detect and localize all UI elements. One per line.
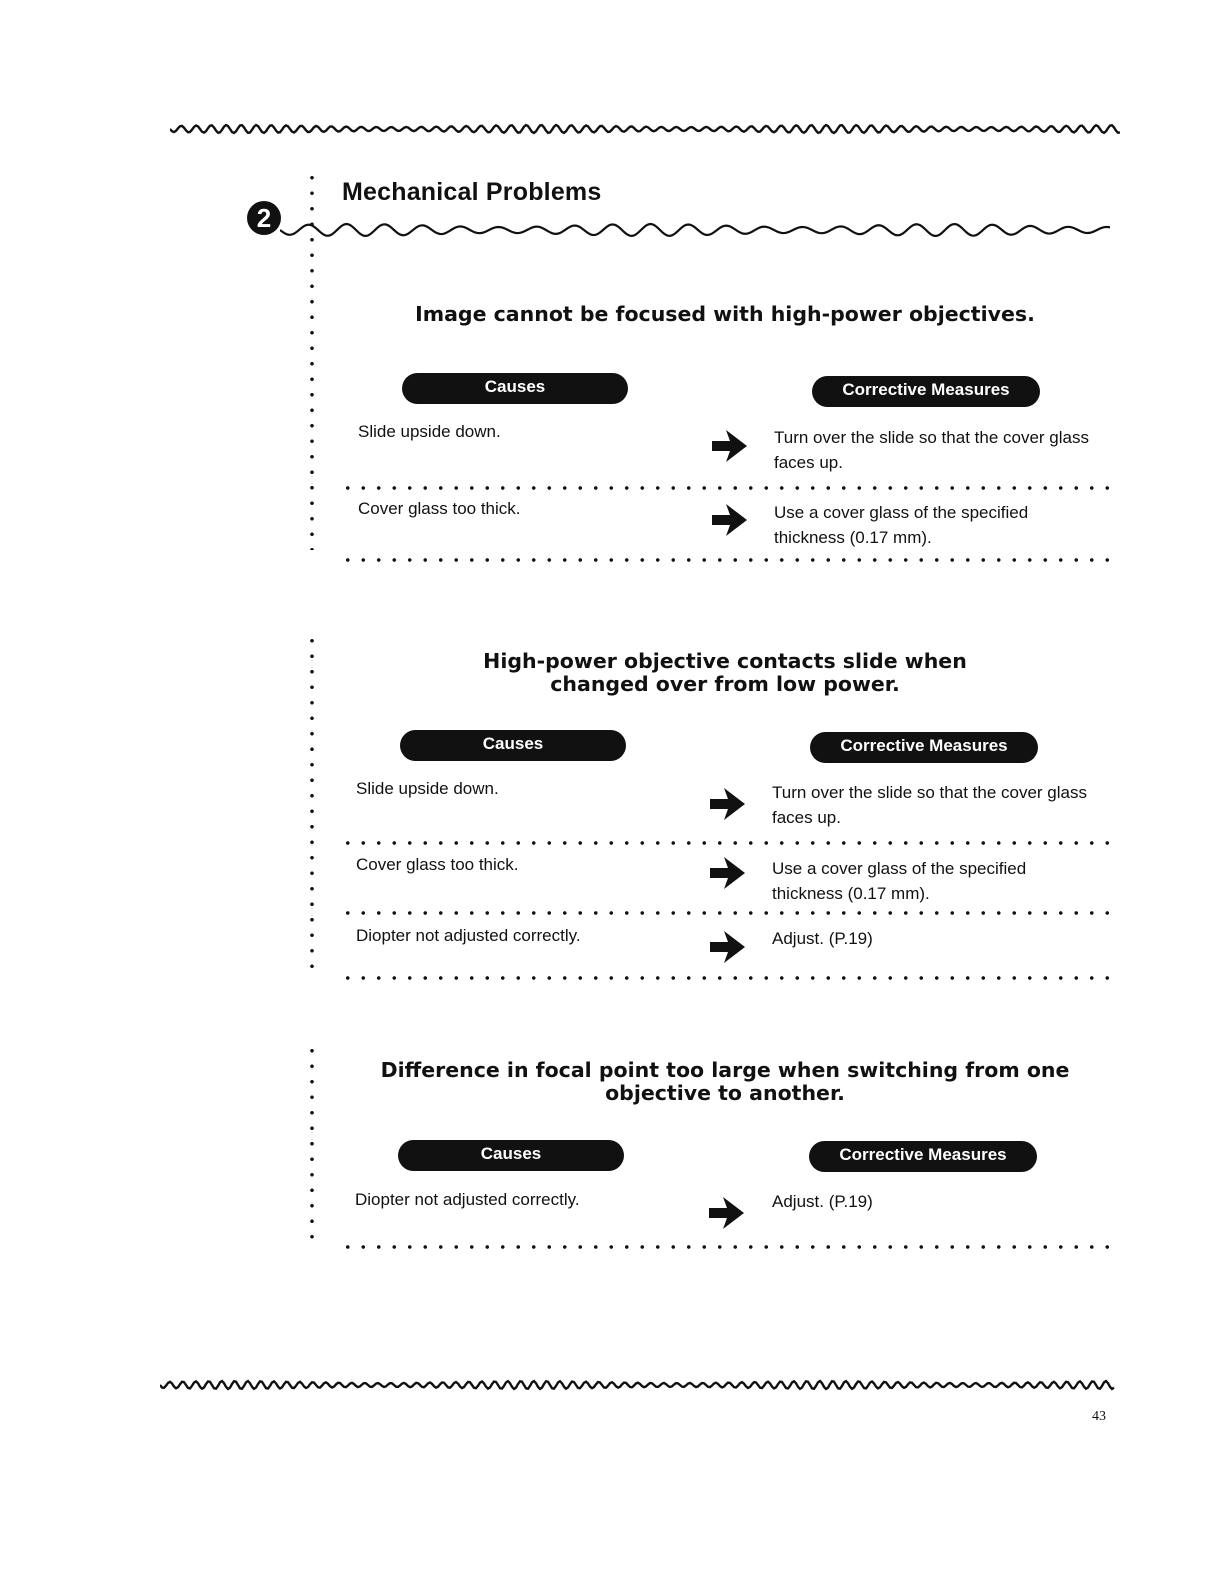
row-divider — [340, 557, 1110, 563]
title-wavy-rule — [280, 216, 1110, 244]
cause-text: Slide upside down. — [356, 779, 499, 798]
top-wavy-rule — [170, 118, 1120, 140]
corrective-measures-header: Corrective Measures — [812, 376, 1040, 407]
cause-text: Cover glass too thick. — [358, 499, 521, 518]
vertical-dotted-line — [309, 1043, 315, 1248]
row-divider — [340, 910, 1110, 916]
causes-header: Causes — [402, 373, 628, 404]
problem-title: Difference in focal point too large when switching from one objective to another. — [380, 1058, 1070, 1105]
arrow-right-icon — [708, 930, 746, 964]
measure-text: Use a cover glass of the specified thickness (0.17 mm). — [772, 859, 1027, 903]
cause-text: Diopter not adjusted correctly. — [355, 1190, 580, 1209]
causes-header: Causes — [400, 730, 626, 761]
problem-title: Image cannot be focused with high-power objectives. — [415, 302, 1035, 326]
arrow-right-icon — [708, 856, 746, 890]
arrow-right-icon — [710, 429, 748, 463]
vertical-dotted-line — [309, 170, 315, 550]
section-number-badge: 2 — [247, 201, 281, 235]
arrow-right-icon — [708, 787, 746, 821]
corrective-measures-header: Corrective Measures — [809, 1141, 1037, 1172]
measure-text: Adjust. (P.19) — [772, 1192, 873, 1211]
cause-text: Diopter not adjusted correctly. — [356, 926, 581, 945]
arrow-right-icon — [710, 503, 748, 537]
vertical-dotted-line — [309, 633, 315, 978]
section-title: Mechanical Problems — [342, 178, 602, 206]
corrective-measures-header: Corrective Measures — [810, 732, 1038, 763]
row-divider — [340, 485, 1110, 491]
bottom-wavy-rule — [160, 1374, 1115, 1396]
measure-text: Turn over the slide so that the cover glass faces up. — [774, 428, 1089, 472]
row-divider — [340, 975, 1110, 981]
measure-text: Use a cover glass of the specified thickness (0.17 mm). — [774, 503, 1029, 547]
cause-text: Cover glass too thick. — [356, 855, 519, 874]
page-number: 43 — [1092, 1409, 1106, 1424]
measure-text: Adjust. (P.19) — [772, 929, 873, 948]
problem-title: High-power objective contacts slide when changed over from low power. — [483, 649, 967, 696]
measure-text: Turn over the slide so that the cover glass faces up. — [772, 783, 1087, 827]
row-divider — [340, 840, 1110, 846]
row-divider — [340, 1244, 1110, 1250]
causes-header: Causes — [398, 1140, 624, 1171]
cause-text: Slide upside down. — [358, 422, 501, 441]
arrow-right-icon — [707, 1196, 745, 1230]
